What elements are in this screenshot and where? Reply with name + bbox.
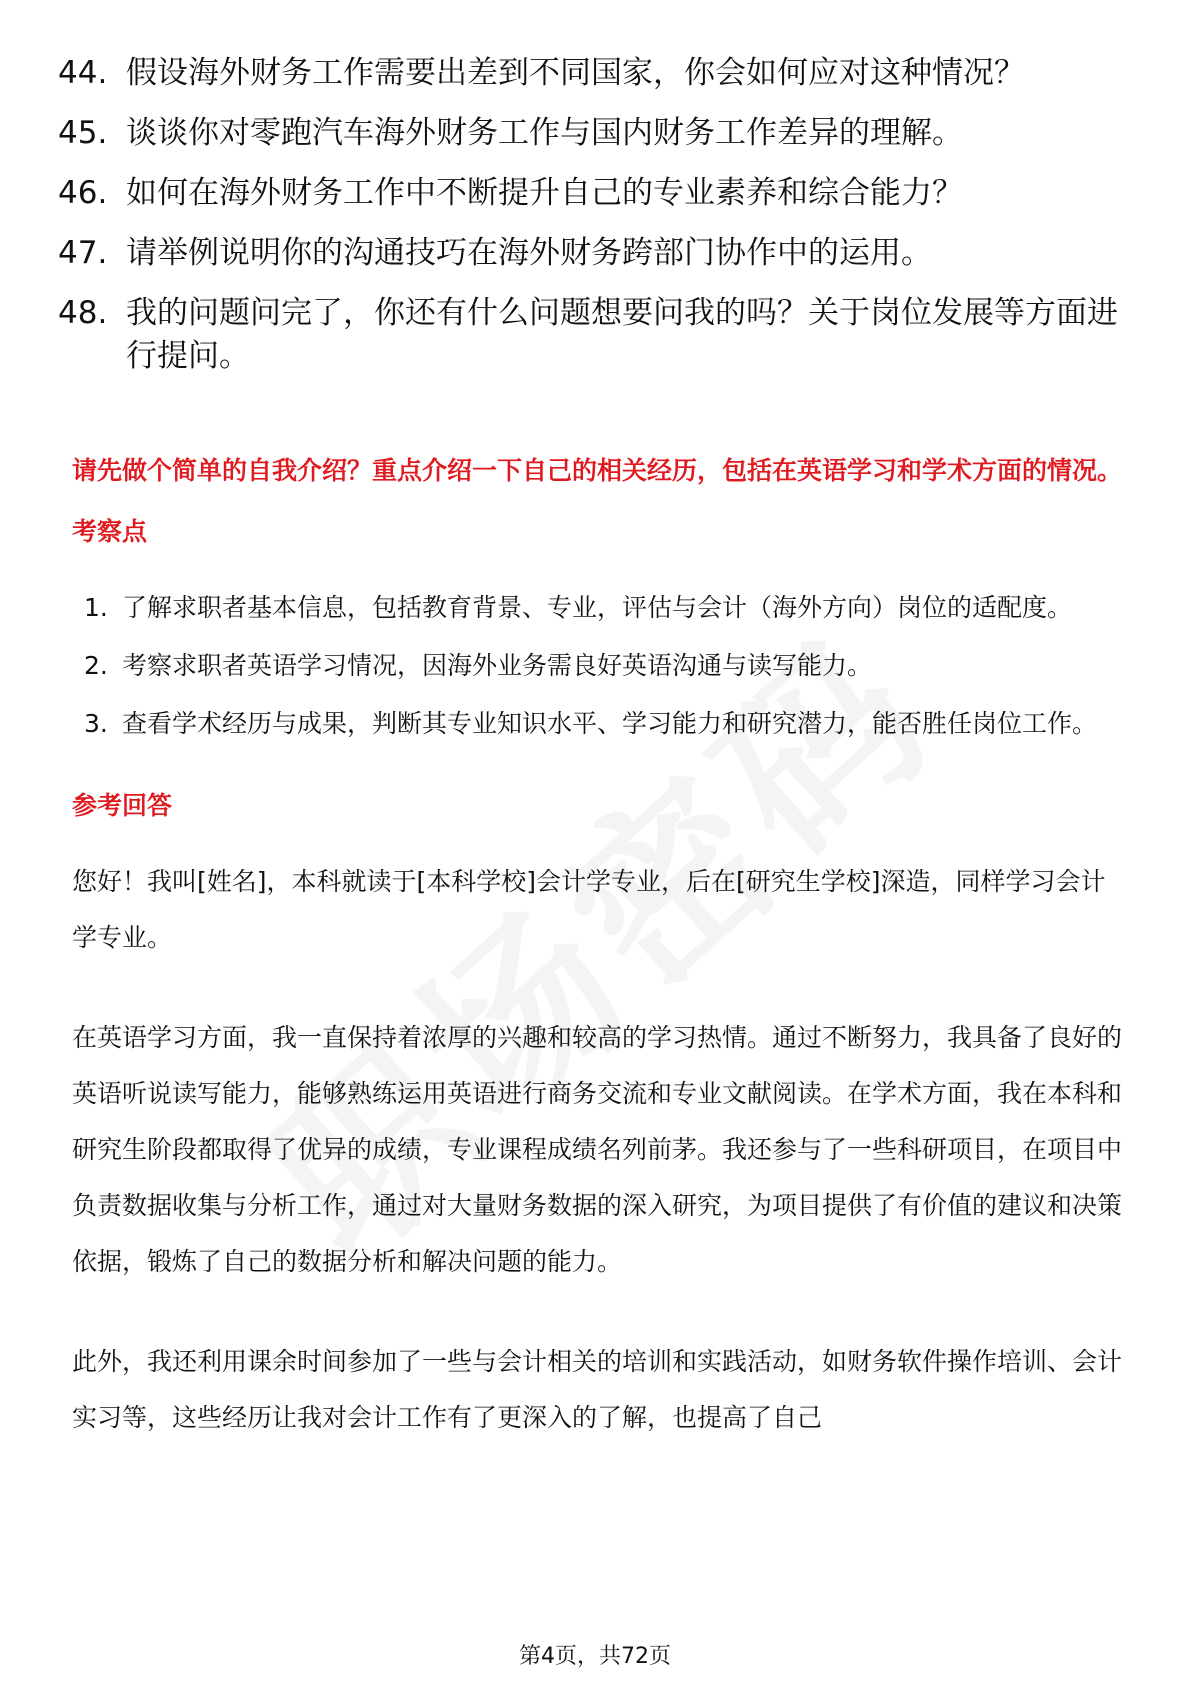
item-text: 如何在海外财务工作中不断提升自己的专业素养和综合能力？ <box>126 175 963 211</box>
assessment-points <box>72 580 1122 752</box>
item-text: 谈谈你对零跑汽车海外财务工作与国内财务工作差异的理解。 <box>126 115 963 151</box>
item-text: 查看学术经历与成果，判断其专业知识水平、学习能力和研究潜力，能否胜任岗位工作。 <box>122 709 1098 738</box>
item-number: 48. <box>58 295 108 331</box>
item-number: 47. <box>58 235 108 271</box>
answer-paragraph: 您好！我叫[姓名]，本科就读于[本科学校]会计学专业，后在[研究生学校]深造，同样学习会计学专业。 <box>72 867 1106 952</box>
assessment-heading: 考察点 <box>72 517 148 546</box>
item-number: 45. <box>58 115 108 151</box>
item-number: 2. <box>84 651 108 680</box>
main-content <box>72 452 1122 1446</box>
item-number: 3. <box>84 709 108 738</box>
item-text: 我的问题问完了，你还有什么问题想要问我的吗？关于岗位发展等方面进行提问。 <box>126 295 1118 374</box>
list-item <box>84 580 1122 636</box>
list-item <box>58 52 1128 95</box>
list-item <box>84 638 1122 694</box>
list-item <box>58 292 1128 378</box>
question-list <box>58 52 1128 395</box>
list-item <box>58 232 1128 275</box>
list-item <box>58 172 1128 215</box>
list-item <box>84 696 1122 752</box>
item-number: 44. <box>58 55 108 91</box>
item-number: 46. <box>58 175 108 211</box>
item-number: 1. <box>84 593 108 622</box>
item-text: 考察求职者英语学习情况，因海外业务需良好英语沟通与读写能力。 <box>122 651 873 680</box>
answer-paragraph: 在英语学习方面，我一直保持着浓厚的兴趣和较高的学习热情。通过不断努力，我具备了良好的英语听说读写能力，能够熟练运用英语进行商务交流和专业文献阅读。在学术方面，我在本科和研究生阶段都取得了优异的成绩，专业课程成绩名列前茅。我还参与了一些科研项目，在项目中负责数据收集与分析工作，通过对大量财务数据的深入研究，为项目提供了有价值的建议和决策依据，锻炼了自己的数据分析和解决问题的能力。 <box>72 1023 1123 1276</box>
page-footer: 第4页，共72页 <box>519 1644 671 1669</box>
highlight-question: 请先做个简单的自我介绍？重点介绍一下自己的相关经历，包括在英语学习和学术方面的情况。 <box>72 456 1123 485</box>
item-text: 请举例说明你的沟通技巧在海外财务跨部门协作中的运用。 <box>126 235 932 271</box>
answer-heading: 参考回答 <box>72 791 173 820</box>
item-text: 了解求职者基本信息，包括教育背景、专业，评估与会计（海外方向）岗位的适配度。 <box>122 593 1073 622</box>
list-item <box>58 112 1128 155</box>
item-text: 假设海外财务工作需要出差到不同国家，你会如何应对这种情况？ <box>126 55 1025 91</box>
answer-paragraph: 此外，我还利用课余时间参加了一些与会计相关的培训和实践活动，如财务软件操作培训、会计实习等，这些经历让我对会计工作有了更深入的了解，也提高了自己 <box>72 1347 1123 1432</box>
